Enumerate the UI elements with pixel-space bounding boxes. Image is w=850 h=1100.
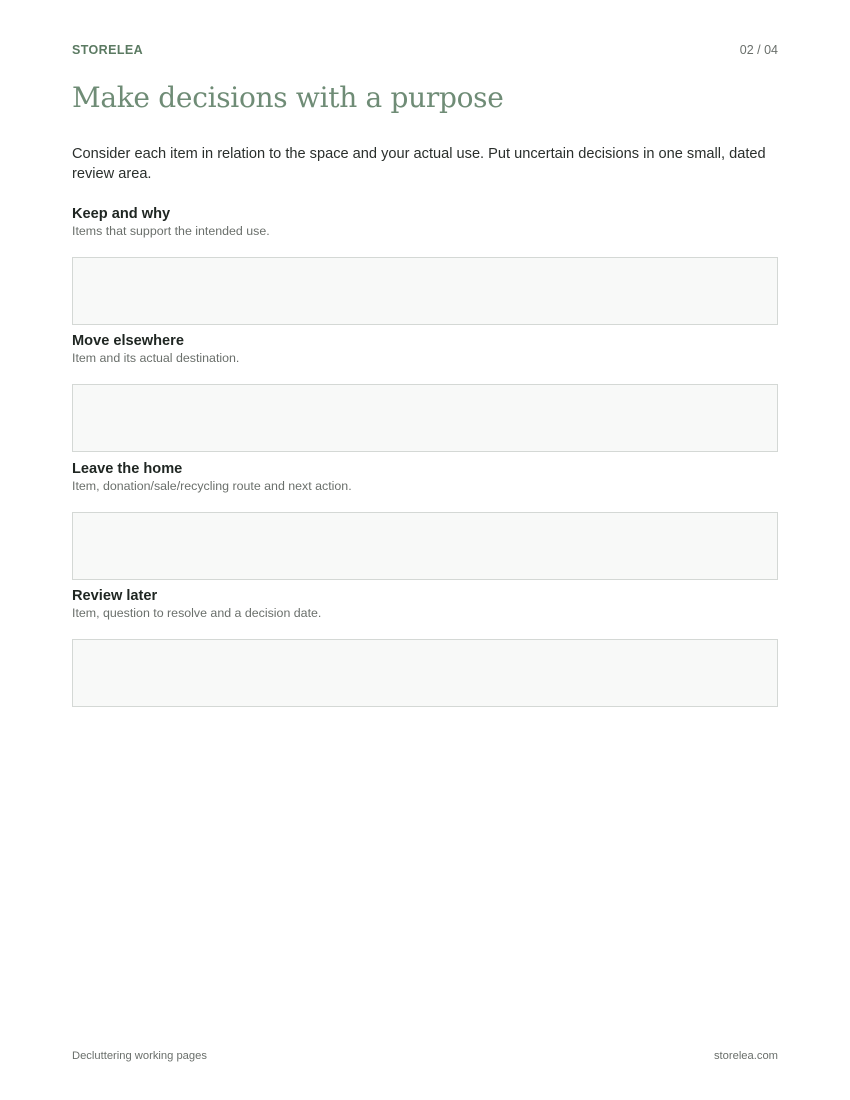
page-title: Make decisions with a purpose bbox=[72, 81, 504, 114]
section-title: Move elsewhere bbox=[72, 333, 184, 349]
section-title: Review later bbox=[72, 588, 158, 604]
section-title: Keep and why bbox=[72, 206, 171, 222]
worksheet-page bbox=[72, 0, 778, 1100]
footer-document-title: Decluttering working pages bbox=[72, 1050, 207, 1062]
section-description: Item, question to resolve and a decision date. bbox=[72, 606, 322, 620]
section-move bbox=[72, 332, 778, 366]
footer-website: storelea.com bbox=[713, 1050, 778, 1062]
keep-writing-box[interactable] bbox=[72, 257, 778, 325]
move-writing-box[interactable] bbox=[72, 384, 778, 452]
section-leave bbox=[72, 460, 778, 494]
section-keep bbox=[72, 205, 778, 239]
leave-writing-box[interactable] bbox=[72, 512, 778, 580]
section-review bbox=[72, 587, 778, 621]
section-description: Items that support the intended use. bbox=[72, 224, 270, 238]
page-footer bbox=[72, 1050, 778, 1064]
section-description: Item and its actual destination. bbox=[72, 351, 240, 365]
page-indicator: 02 / 04 bbox=[739, 43, 778, 57]
intro-paragraph: Consider each item in relation to the space and your actual use. Put uncertain decisions in one small, dated review area. bbox=[72, 146, 766, 182]
brand-name: STORELEA bbox=[72, 43, 144, 57]
review-writing-box[interactable] bbox=[72, 639, 778, 707]
page-header bbox=[72, 43, 778, 59]
section-title: Leave the home bbox=[72, 461, 183, 477]
section-description: Item, donation/sale/recycling route and next action. bbox=[72, 479, 352, 493]
